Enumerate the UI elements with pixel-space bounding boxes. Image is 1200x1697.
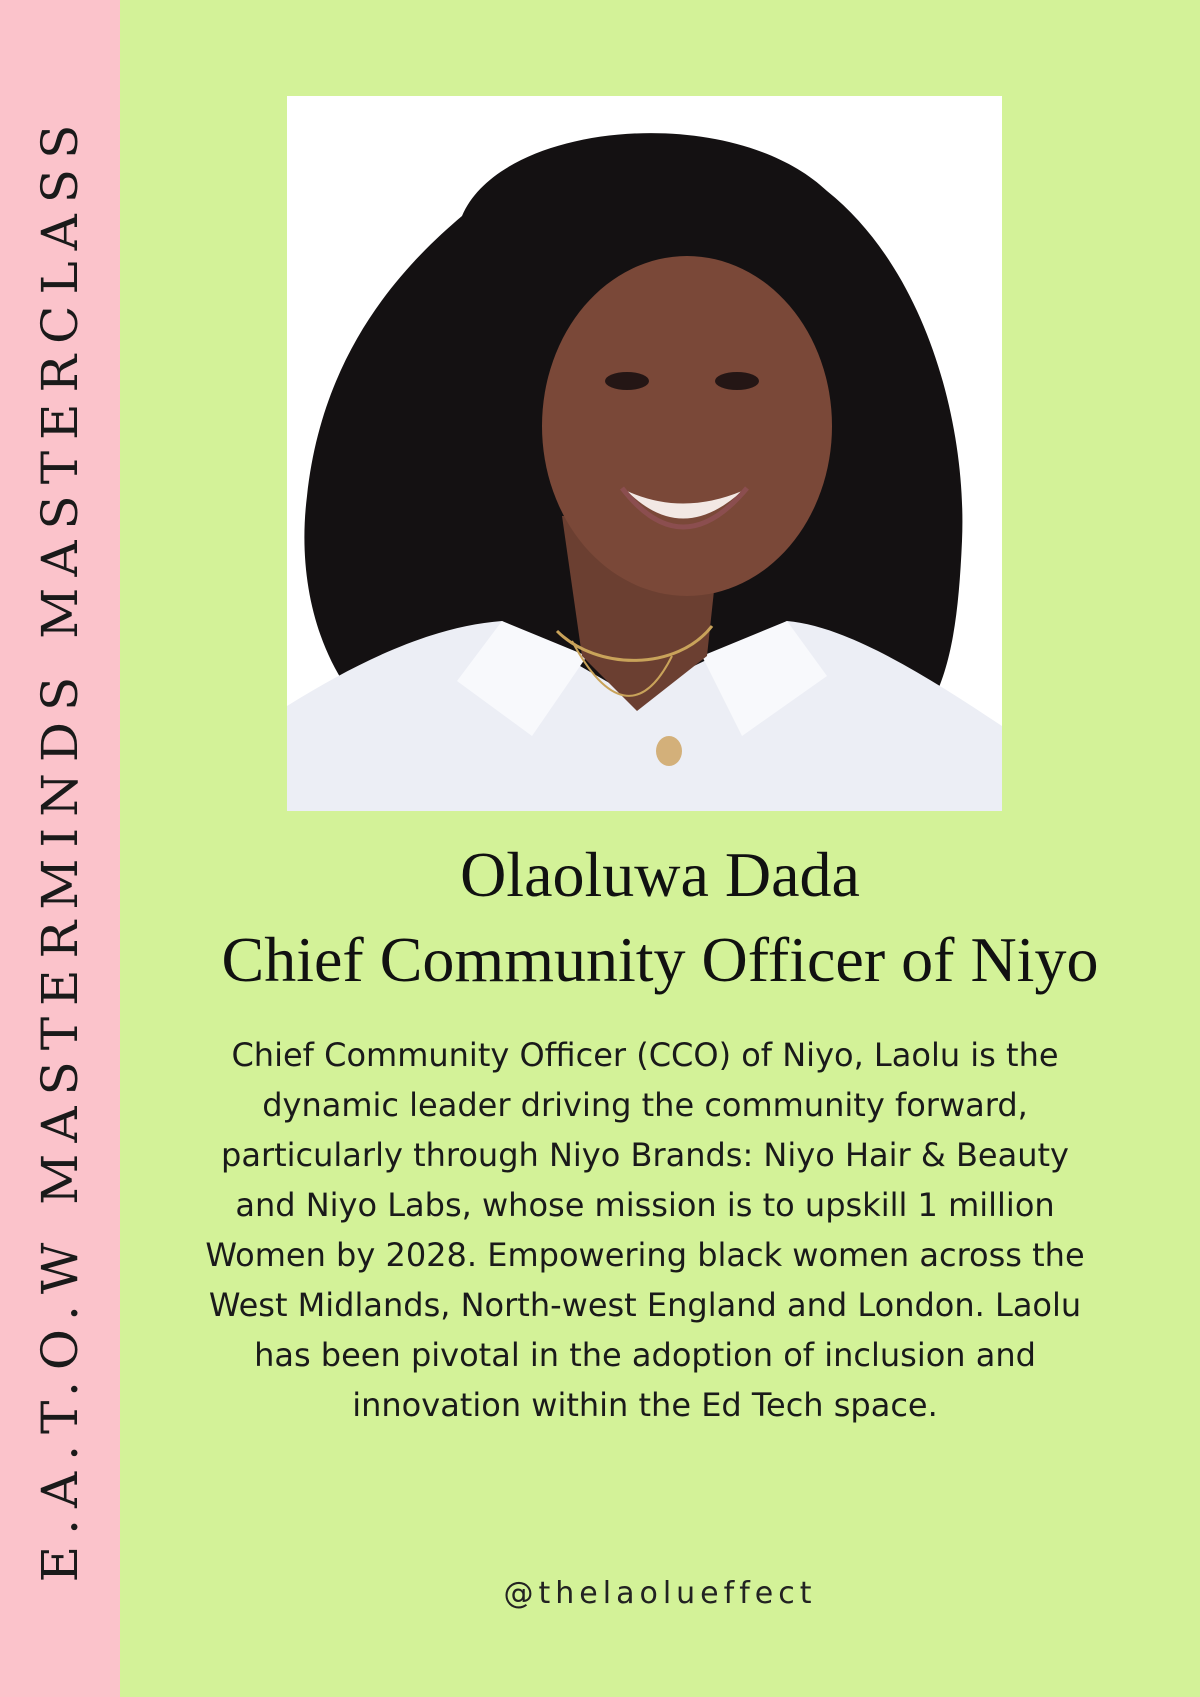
portrait-illustration (287, 96, 1002, 811)
social-handle: @thelaolueffect (503, 1576, 817, 1611)
speaker-bio: Chief Community Officer (CCO) of Niyo, Laolu is the dynamic leader driving the community forward, particularly through Niyo Brands: Niyo Hair & Beauty and Niyo Labs, whose mission is to upskill 1 million Women by 2028. Empowering black women across the West Midlands, North-west England and London. Laolu has been pivotal in the adoption of inclusion and innovation within the Ed Tech space. (205, 1036, 1085, 1424)
speaker-title: Chief Community Officer of Niyo (221, 924, 1099, 995)
speaker-name: Olaoluwa Dada (460, 839, 860, 910)
speaker-portrait-photo (287, 96, 1002, 811)
side-banner-title: E.A.T.O.W MASTERMINDS MASTERCLASS (31, 113, 89, 1583)
side-banner (0, 0, 120, 1697)
